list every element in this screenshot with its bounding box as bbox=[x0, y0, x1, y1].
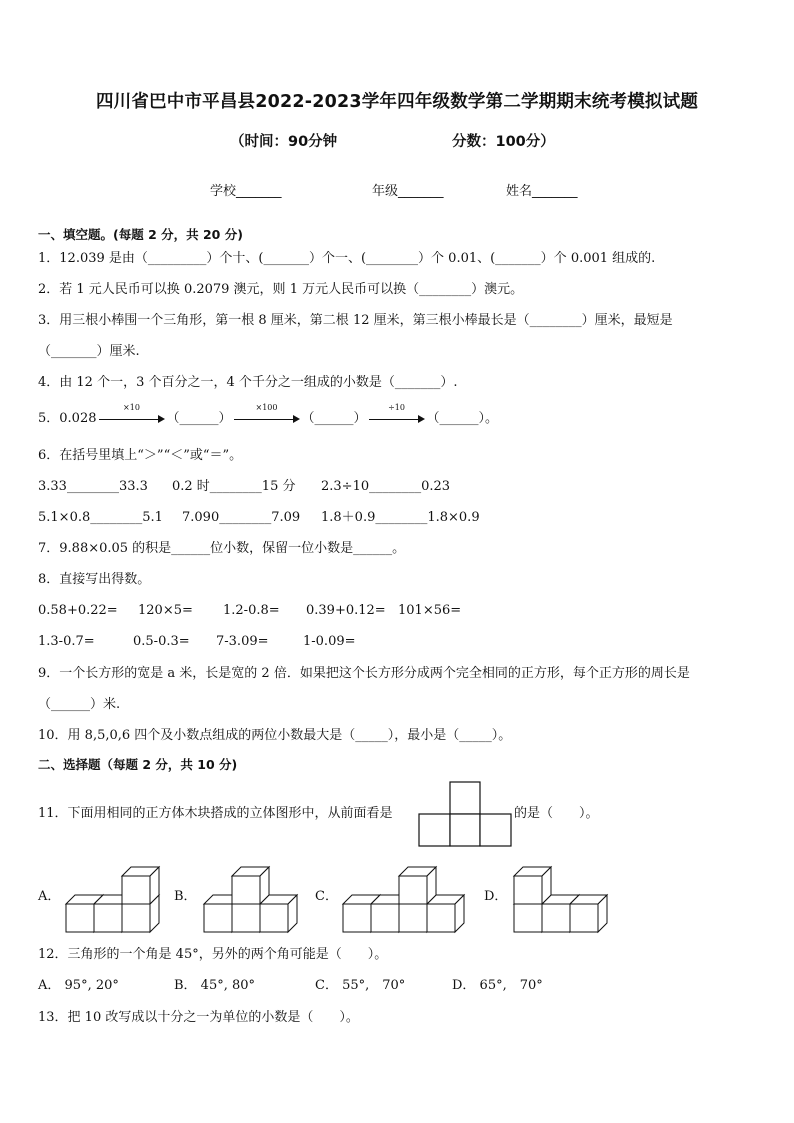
arrow-times-100 bbox=[234, 402, 300, 425]
grade-field: 年级_______ bbox=[372, 184, 444, 199]
q5-blank-3: （______） bbox=[426, 411, 486, 426]
q6-row1-item-3: 2.3÷10________0.23 bbox=[321, 479, 451, 494]
q12-option-b: B． 45°, 80° bbox=[174, 978, 256, 993]
q8-row1-item-5: 101×56= bbox=[398, 603, 462, 618]
question-7: 7．9.88×0.05 的积是______位小数，保留一位小数是______。 bbox=[38, 541, 406, 556]
option-d-cube-2 bbox=[570, 895, 607, 932]
question-1: 1．12.039 是由（_________）个十、(_______）个一、(________）个 0.01、(_______）个 0.001 组成的. bbox=[38, 251, 656, 266]
exam-score: 分数：100分） bbox=[452, 134, 555, 150]
q8-row2-item-2: 0.5-0.3= bbox=[133, 634, 190, 649]
arrow-divide-10 bbox=[369, 402, 425, 425]
arrow-3-label: ÷10 bbox=[388, 402, 405, 412]
q8-row2-item-1: 1.3-0.7= bbox=[38, 634, 95, 649]
option-c-cube-3 bbox=[427, 895, 464, 932]
option-d-label: D． bbox=[484, 889, 508, 904]
q6-row1-item-2: 0.2 时________15 分 bbox=[172, 479, 296, 494]
question-12: 12．三角形的一个角是 45°，另外的两个角可能是（ ）。 bbox=[38, 947, 388, 962]
q6-row1-item-1: 3.33________33.3 bbox=[38, 479, 148, 494]
question-9-line-1: 9．一个长方形的宽是 a 米，长是宽的 2 倍．如果把这个长方形分成两个完全相同的正方形，每个正方形的周长是 bbox=[38, 666, 690, 681]
q12-option-a: A． 95°, 20° bbox=[38, 978, 119, 993]
q8-row2-item-4: 1-0.09= bbox=[303, 634, 356, 649]
q6-row2-item-3: 1.8＋0.9________1.8×0.9 bbox=[321, 510, 480, 525]
front-view-figure bbox=[418, 780, 514, 848]
question-11-start: 11．下面用相同的正方体木块搭成的立体图形中，从前面看是 bbox=[38, 806, 393, 821]
q5-end: 。 bbox=[485, 411, 499, 426]
question-3-line-2: （_______）厘米. bbox=[38, 344, 140, 359]
q8-row1-item-2: 120×5= bbox=[138, 603, 193, 618]
q8-row1-item-1: 0.58+0.22= bbox=[38, 603, 118, 618]
q6-row2-item-2: 7.090________7.09 bbox=[182, 510, 301, 525]
arrow-times-10 bbox=[99, 402, 165, 425]
section-2-heading: 二、选择题（每题 2 分，共 10 分) bbox=[38, 757, 238, 772]
question-10: 10．用 8,5,0,6 四个及小数点组成的两位小数最大是（_____），最小是（_____）。 bbox=[38, 728, 512, 743]
arrow-right-icon bbox=[418, 415, 425, 423]
q8-row1-item-4: 0.39+0.12= bbox=[306, 603, 386, 618]
option-c-cube-4 bbox=[399, 867, 436, 904]
exam-time: （时间：90分钟 bbox=[230, 134, 338, 150]
option-d-cube-3 bbox=[514, 867, 551, 904]
question-2: 2．若 1 元人民币可以换 0.2079 澳元，则 1 万元人民币可以换（________）澳元。 bbox=[38, 282, 524, 297]
arrow-2-label: ×100 bbox=[255, 402, 278, 412]
section-1-heading: 一、填空题。(每题 2 分，共 20 分) bbox=[38, 227, 243, 242]
question-4: 4．由 12 个一，3 个百分之一，4 个千分之一组成的小数是（_______）. bbox=[38, 375, 458, 390]
option-figures bbox=[0, 850, 794, 940]
arrow-right-icon bbox=[158, 415, 165, 423]
q5-start: 5．0.028 bbox=[38, 411, 97, 426]
question-5 bbox=[38, 402, 499, 426]
q12-option-c: C． 55°, 70° bbox=[315, 978, 406, 993]
question-6: 6．在括号里填上“＞”“＜”或“＝”。 bbox=[38, 448, 243, 463]
q12-option-d: D． 65°, 70° bbox=[452, 978, 543, 993]
option-b-label: B． bbox=[174, 889, 197, 904]
option-a-cube-3 bbox=[122, 867, 159, 904]
option-a-label: A． bbox=[38, 889, 61, 904]
q8-row1-item-3: 1.2-0.8= bbox=[223, 603, 280, 618]
option-c-label: C． bbox=[315, 889, 338, 904]
name-field: 姓名_______ bbox=[506, 184, 578, 199]
option-b-cube-2 bbox=[260, 895, 297, 932]
q6-row2-item-1: 5.1×0.8________5.1 bbox=[38, 510, 163, 525]
q8-row2-item-3: 7-3.09= bbox=[216, 634, 269, 649]
school-field: 学校_______ bbox=[210, 184, 282, 199]
q5-blank-2: （______） bbox=[301, 411, 367, 426]
q5-blank-1: （______） bbox=[166, 411, 232, 426]
question-3-line-1: 3．用三根小棒围一个三角形，第一根 8 厘米，第二根 12 厘米，第三根小棒最长是（________）厘米，最短是 bbox=[38, 313, 673, 328]
option-b-cube-3 bbox=[232, 867, 269, 904]
page-title: 四川省巴中市平昌县2022-2023学年四年级数学第二学期期末统考模拟试题 bbox=[95, 92, 699, 112]
arrow-right-icon bbox=[293, 415, 300, 423]
question-13: 13．把 10 改写成以十分之一为单位的小数是（ ）。 bbox=[38, 1010, 359, 1025]
question-8: 8．直接写出得数。 bbox=[38, 572, 151, 587]
question-11-end: 的是（ ）。 bbox=[514, 806, 599, 821]
question-9-line-2: （______）米. bbox=[38, 697, 121, 712]
arrow-1-label: ×10 bbox=[123, 402, 140, 412]
